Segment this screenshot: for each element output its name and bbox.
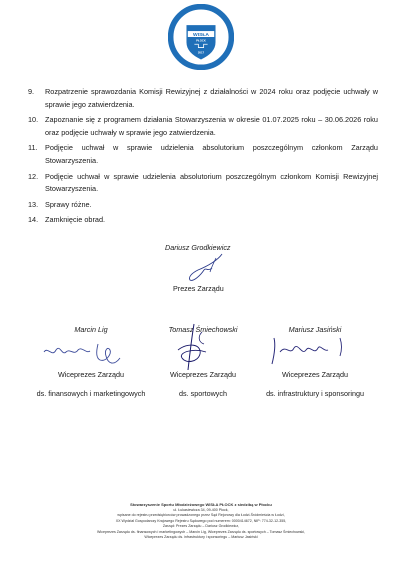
footer-line: ul. Łukasiewicza 34, 09-400 Płock, xyxy=(173,507,229,512)
svg-text:SPORTÓW MŁODZIEŻOWYCH: SPORTÓW MŁODZIEŻOWYCH xyxy=(175,45,227,65)
footer-line: Wiceprezes Zarządu ds. finansowych i marketingowych – Marcin Lig, Wiceprezes Zarządu ds. sportowych – Tomasz Śmiechowski, xyxy=(96,529,306,534)
agenda-list xyxy=(28,86,378,227)
agenda-number: 10. xyxy=(28,115,39,125)
logo-year: 2017 xyxy=(197,50,205,55)
footer-line: Zarząd: Prezes Zarządu – Dariusz Grodkiewicz, xyxy=(162,524,240,528)
agenda-item xyxy=(28,114,378,139)
vice-president-title: Wiceprezes Zarządu xyxy=(58,370,124,379)
agenda-text: Podjęcie uchwał w sprawie udzielenia absolutorium poszczególnym członkom Komisji Rewizyjnej Stowarzyszenia. xyxy=(45,171,378,194)
vice-president-signature xyxy=(40,336,132,368)
agenda-number: 13. xyxy=(28,199,39,209)
vice-president-dept: ds. finansowych i marketingowych xyxy=(36,389,146,398)
logo-city: PŁOCK xyxy=(196,38,206,43)
vice-president-dept: ds. sportowych xyxy=(179,389,227,398)
agenda-number: 11. xyxy=(28,143,38,153)
agenda-item xyxy=(28,86,378,111)
vice-president-name: Mariusz Jasiński xyxy=(288,325,342,334)
footer-line: Wiceprezes Zarządu ds. infrastruktury i sponsoringu – Mariusz Jasiński xyxy=(144,535,258,539)
agenda-number: 14. xyxy=(28,215,39,225)
agenda-text: Podjęcie uchwał w sprawie udzielenia absolutorium poszczególnym członkom Zarządu Stowarzyszenia. xyxy=(45,143,378,165)
agenda-item xyxy=(28,199,378,212)
president-signature xyxy=(178,252,234,282)
footer-title: Stowarzyszenie Sportu Młodzieżowego WISŁA PŁOCK z siedzibą w Płocku xyxy=(130,502,272,507)
president-title: Prezes Zarządu xyxy=(173,284,224,293)
president-name: Dariusz Grodkiewicz xyxy=(165,243,231,252)
agenda-text: Zamknięcie obrad. xyxy=(45,215,106,225)
logo-brand: WISŁA xyxy=(193,33,209,39)
footer xyxy=(30,502,372,541)
vice-president-dept: ds. infrastruktury i sponsoringu xyxy=(266,389,364,398)
vice-president-name: Tomasz Śmiechowski xyxy=(168,325,238,334)
vice-president-name: Marcin Lig xyxy=(74,325,108,334)
footer-line: wpisane do rejestru przedsiębiorców prowadzonego przez Sąd Rejonowy dla Łodzi-Śródmieścia w Łodzi, xyxy=(117,513,285,517)
vice-president-signature xyxy=(168,322,228,374)
agenda-text: Sprawy różne. xyxy=(45,199,92,209)
vice-president-signature xyxy=(270,334,356,368)
association-logo xyxy=(168,4,234,70)
agenda-number: 9. xyxy=(28,87,35,96)
agenda-item xyxy=(28,142,378,167)
vice-president-title: Wiceprezes Zarządu xyxy=(170,370,236,379)
vice-president-title: Wiceprezes Zarządu xyxy=(282,370,348,379)
footer-line: XX Wydział Gospodarczy Krajowego Rejestru Sądowego pod numerem: 0000414672, NIP: 774-32-12-355, xyxy=(115,518,287,523)
agenda-item xyxy=(28,171,378,196)
svg-text:STOWARZYSZENIE: STOWARZYSZENIE xyxy=(178,9,224,24)
agenda-number: 12. xyxy=(28,171,39,181)
agenda-text: Rozpatrzenie sprawozdania Komisji Rewizyjnej z działalności w 2024 roku oraz podjęcie uchwały w sprawie jego zatwierdzenia. xyxy=(45,87,378,109)
agenda-item xyxy=(28,214,378,227)
agenda-text: Zapoznanie się z programem działania Stowarzyszenia w okresie 01.07.2025 roku – 30.06.2026 roku oraz podjęcie uchwały w sprawie jego zatwierdzenia. xyxy=(45,115,378,137)
